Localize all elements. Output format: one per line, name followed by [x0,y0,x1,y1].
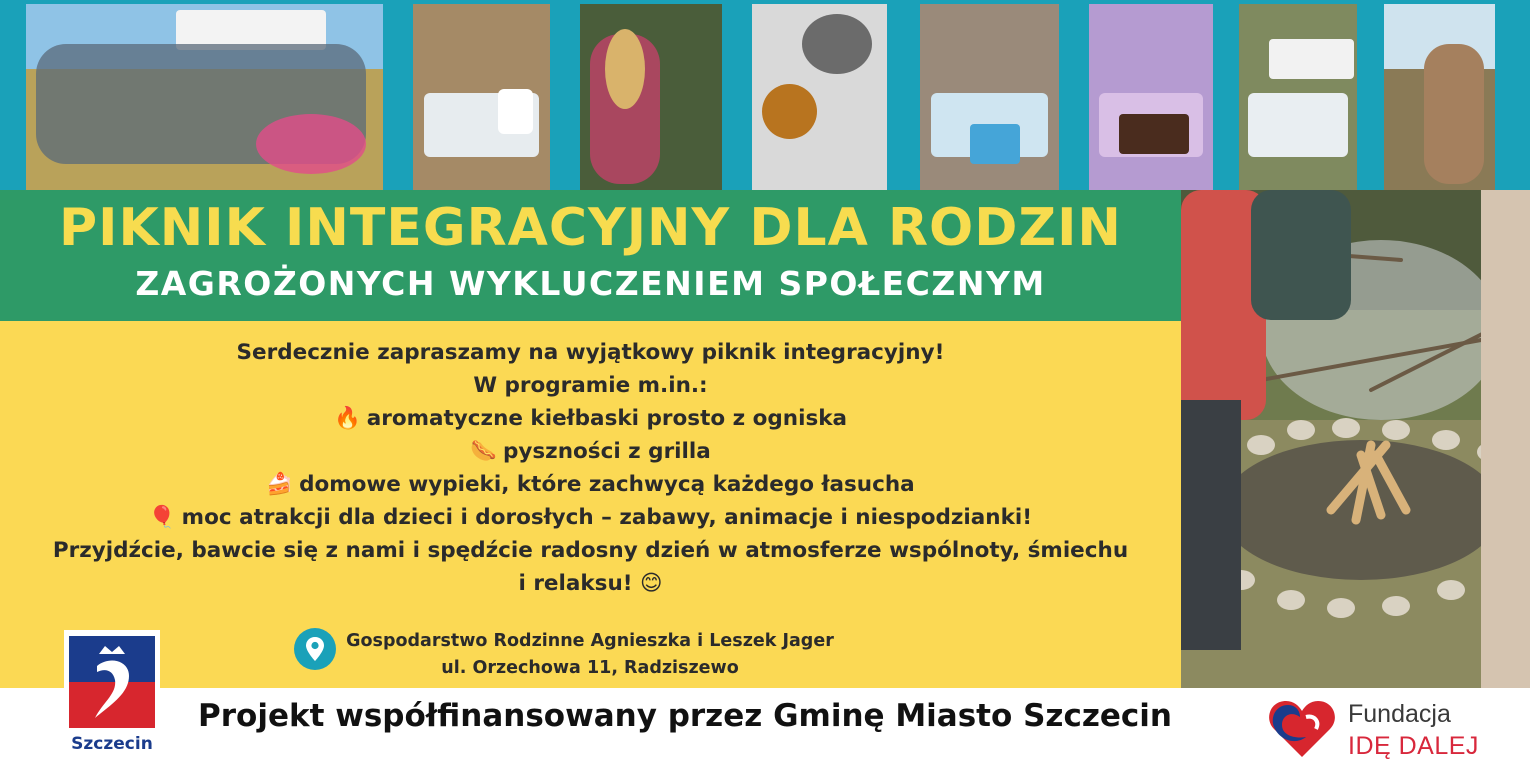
griffin-emblem-icon [69,636,155,728]
city-logo-label: Szczecin [71,734,153,754]
program-item-sausages [20,402,1161,435]
foundation-name: Fundacja [1348,700,1451,728]
venue-name: Gospodarstwo Rodzinne Agnieszka i Leszek Jager [346,631,834,651]
photo-strip [0,0,1530,190]
invitation-text [20,336,1161,600]
closing-line-2-text: i relaksu! [518,571,633,596]
photo-table-crafts [413,4,550,190]
program-item-grill [20,435,1161,468]
closing-line-2 [20,567,1161,600]
smile-icon: 😊 [640,571,663,596]
program-item-baking [20,468,1161,501]
location-block [340,628,840,682]
invitation-intro: Serdecznie zapraszamy na wyjątkowy piknik integracyjny! [236,340,945,365]
program-item-attractions-text: moc atrakcji dla dzieci i dorosłych – zabawy, animacje i niespodzianki! [181,505,1033,530]
photo-girl-braid [580,4,722,190]
program-item-baking-text: domowe wypieki, które zachwycą każdego łasucha [299,472,915,497]
campfire-photo [1181,190,1530,688]
photo-group-tent [26,4,383,190]
szczecin-city-logo [64,630,160,756]
foundation-subname: IDĘ DALEJ [1348,732,1479,760]
event-subtitle: ZAGROŻONYCH WYKLUCZENIEM SPOŁECZNYM [135,264,1046,303]
cofinancing-note: Projekt współfinansowany przez Gminę Miasto Szczecin [198,698,1172,734]
event-title: PIKNIK INTEGRACYJNY DLA RODZIN [59,198,1122,258]
balloon-icon: 🎈 [148,505,176,530]
map-pin-icon [294,628,336,670]
photo-cakes [1089,4,1213,190]
photo-autumn-leaves [752,4,887,190]
program-item-grill-text: pyszności z grilla [502,439,711,464]
program-item-attractions [20,501,1161,534]
sausage-icon: 🌭 [470,439,497,464]
program-heading: W programie m.in.: [473,373,708,398]
photo-banner-table [1239,4,1357,190]
program-item-sausages-text: aromatyczne kiełbaski prosto z ogniska [366,406,848,431]
fire-icon: 🔥 [333,406,361,431]
photo-kids-painting [920,4,1059,190]
venue-address: ul. Orzechowa 11, Radziszewo [441,658,739,678]
photo-tent-people [1384,4,1495,190]
foundation-heart-logo-icon [1266,697,1338,761]
closing-line-1: Przyjdźcie, bawcie się z nami i spędźcie radosny dzień w atmosferze wspólnoty, śmiechu [52,538,1129,563]
cake-icon: 🍰 [266,472,294,497]
